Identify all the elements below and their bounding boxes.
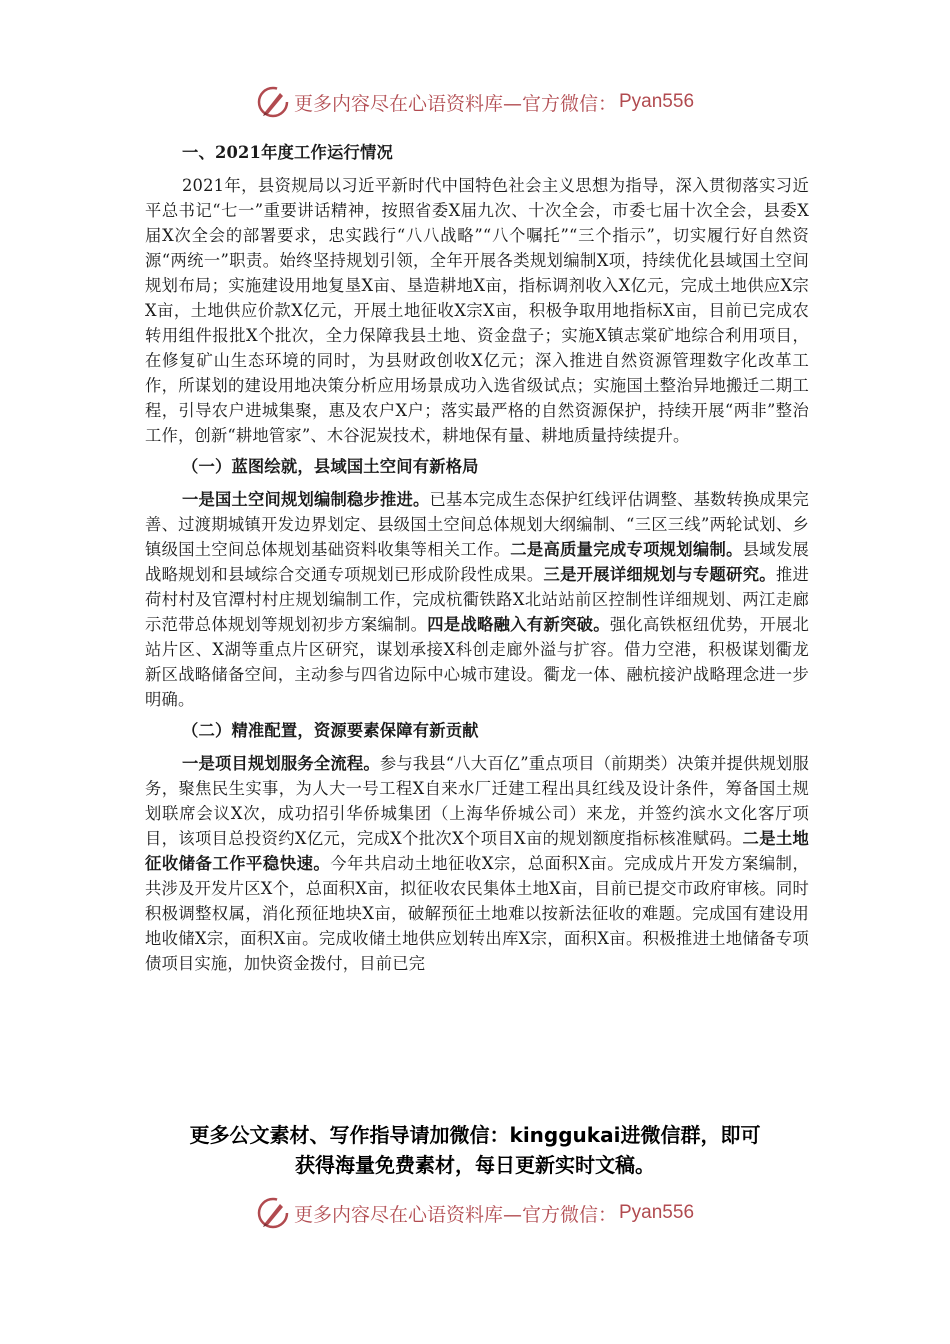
point-2-text: 县域发展战略规划和县域综合交通专项规划已形成阶段性成果。 xyxy=(145,540,809,584)
promo-line-2: 获得海量免费素材，每日更新实时文稿。 xyxy=(295,1153,655,1177)
point-5-text: 参与我县“八大百亿”重点项目（前期类）决策并提供规划服务，聚焦民生实事，为人大一号工程X自来水厂迁建工程出具红线及设计条件，筹备国土规划联席会议X次，成功招引华侨城集团（上海华侨城公司）来龙，并签约滨水文化客厅项目，该项目总投资约X亿元，完成X个批次X个项目X亩的规划额度指标核准赋码。 xyxy=(145,754,809,848)
point-4-text: 强化高铁枢纽优势，开展北站片区、X湖等重点片区研究，谋划承接X科创走廊外溢与扩容。借力空港，积极谋划衢龙新区战略储备空间，主动参与四省边际中心城市建设。衢龙一体、融杭接沪战略理念进一步明确。 xyxy=(145,615,810,709)
banner-wechat-id: Pyan556 xyxy=(619,1202,695,1223)
point-3-title: 三是开展详细规划与专题研究。 xyxy=(543,565,776,584)
intro-paragraph: 2021年，县资规局以习近平新时代中国特色社会主义思想为指导，深入贯彻落实习近平总书记“七一”重要讲话精神，按照省委X届九次、十次全会，市委七届十次全会，县委X届X次全会的部署要求，忠实践行“八八战略”“八个嘱托”“三个指示”，切实履行好自然资源“两统一”职责。始终坚持规划引领，全年开展各类规划编制X项，持续优化县域国土空间规划布局；实施建设用地复垦X亩、垦造耕地X亩，指标调剂收入X亿元，完成土地供应X宗X亩，土地供应价款X亿元，开展土地征收X宗X亩，积极争取用地指标X亩，目前已完成农转用组件报批X个批次，全力保障我县土地、资金盘子；实施X镇志棠矿地综合利用项目，在修复矿山生态环境的同时，为县财政创收X亿元；深入推进自然资源管理数字化改革工作，所谋划的建设用地决策分析应用场景成功入选省级试点；实施国土整治异地搬迁二期工程，引导农户进城集聚，惠及农户X户；落实最严格的自然资源保护，持续开展“两非”整治工作，创新“耕地管家”、木谷泥炭技术，耕地保有量、耕地质量持续提升。 xyxy=(145,176,809,445)
point-5-title: 一是项目规划服务全流程。 xyxy=(182,754,380,773)
header-banner xyxy=(0,82,950,122)
banner-wechat-id: Pyan556 xyxy=(619,91,695,112)
banner-text: 更多内容尽在心语资料库—官方微信： xyxy=(293,92,617,115)
subsection-heading-2: （二）精准配置，资源要素保障有新贡献 xyxy=(182,721,479,740)
point-6-text: 今年共启动土地征收X宗，总面积X亩。完成成片开发方案编制，共涉及开发片区X个，总面积X亩，拟征收农民集体土地X亩，目前已提交市政府审核。同时积极调整权属，消化预征地块X亩，破解预征土地难以按新法征收的难题。完成国有建设用地收储X宗，面积X亩。完成收储土地供应划转出库X宗，面积X亩。积极推进土地储备专项债项目实施，加快资金拨付，目前已完 xyxy=(145,854,809,973)
point-3-text: 推进荷村村及官潭村村庄规划编制工作，完成杭衢铁路X北站站前区控制性详细规划、两江走廊示范带总体规划等规划初步方案编制。 xyxy=(145,565,809,634)
promo-line-1: 更多公文素材、写作指导请加微信：kinggukai进微信群，即可 xyxy=(189,1123,761,1147)
promo-note xyxy=(100,1120,850,1180)
point-2-title: 二是高质量完成专项规划编制。 xyxy=(510,540,743,559)
subsection-heading-1: （一）蓝图绘就，县域国土空间有新格局 xyxy=(182,457,479,476)
point-1-title: 一是国土空间规划编制稳步推进。 xyxy=(182,490,430,509)
footer-banner xyxy=(0,1193,950,1233)
subsection-1-paragraph xyxy=(145,487,809,712)
section-heading: 一、2021年度工作运行情况 xyxy=(182,143,393,162)
point-4-title: 四是战略融入有新突破。 xyxy=(427,615,610,634)
pen-logo-icon xyxy=(256,1196,290,1230)
pen-logo-icon xyxy=(256,85,290,119)
document-body xyxy=(145,140,809,982)
point-6-title: 二是土地征收储备工作平稳快速。 xyxy=(145,829,809,873)
subsection-2-paragraph xyxy=(145,751,809,976)
point-1-text: 已基本完成生态保护红线评估调整、基数转换成果完善、过渡期城镇开发边界划定、县级国土空间总体规划大纲编制、“三区三线”两轮试划、乡镇级国土空间总体规划基础资料收集等相关工作。 xyxy=(145,490,809,559)
banner-text: 更多内容尽在心语资料库—官方微信： xyxy=(293,1203,617,1226)
